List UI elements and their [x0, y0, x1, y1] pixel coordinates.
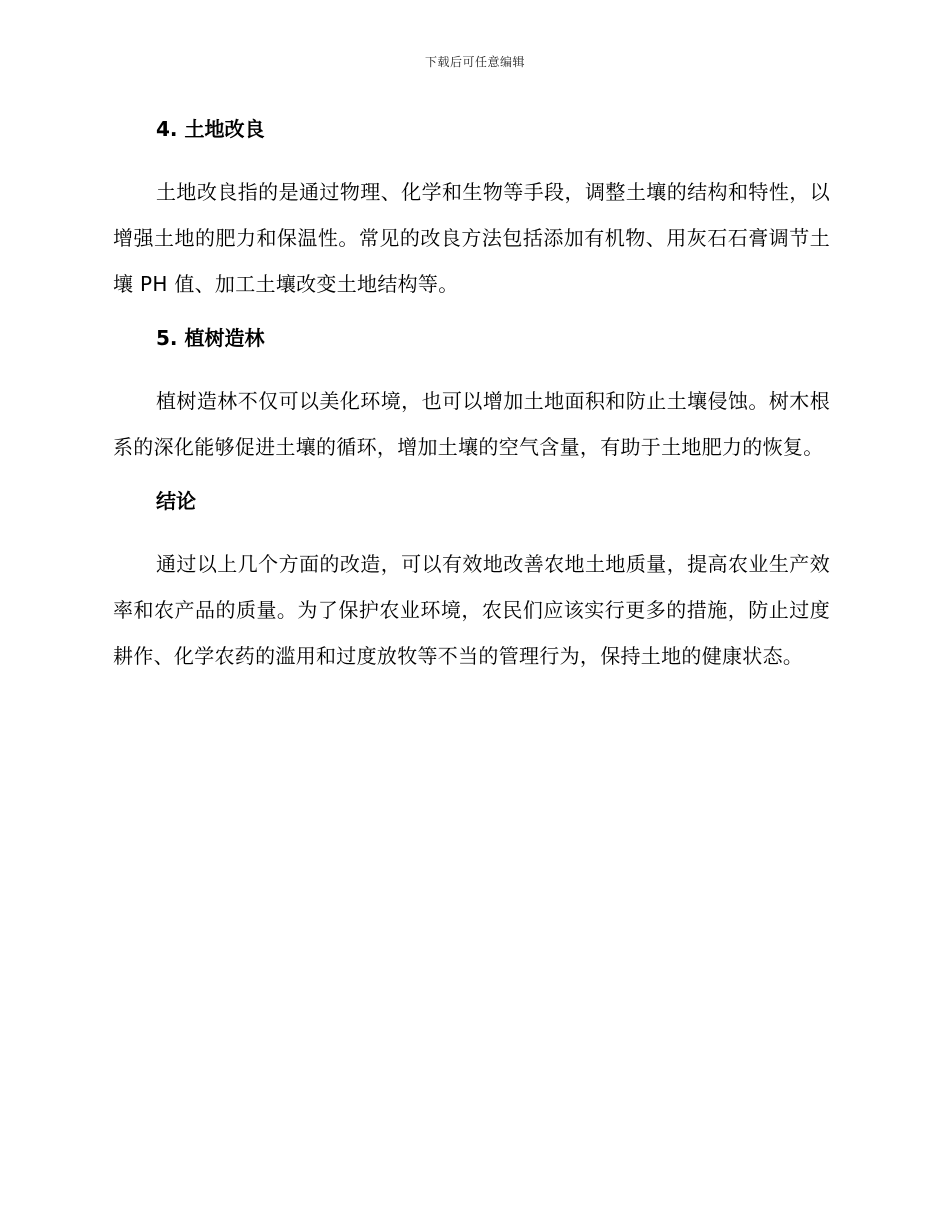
section-heading: 结论	[156, 489, 196, 513]
page-header-note: 下载后可任意编辑	[424, 55, 525, 69]
section-conclusion	[113, 484, 830, 679]
section-land-improvement	[113, 112, 830, 307]
section-paragraph: 土地改良指的是通过物理、化学和生物等手段，调整土壤的结构和特性，以增强土地的肥力和保温性。常见的改良方法包括添加有机物、用灰石石膏调节土壤 PH 值、加工土壤改变土地结构等。	[113, 180, 830, 296]
section-heading: 4. 土地改良	[156, 117, 265, 141]
section-afforestation	[113, 321, 830, 470]
section-paragraph: 植树造林不仅可以美化环境，也可以增加土地面积和防止土壤侵蚀。树木根系的深化能够促进土壤的循环，增加土壤的空气含量，有助于土地肥力的恢复。	[113, 389, 830, 459]
section-heading: 5. 植树造林	[156, 326, 265, 350]
document-body	[113, 112, 830, 679]
section-paragraph: 通过以上几个方面的改造，可以有效地改善农地土地质量，提高农业生产效率和农产品的质量。为了保护农业环境，农民们应该实行更多的措施，防止过度耕作、化学农药的滥用和过度放牧等不当的管理行为，保持土地的健康状态。	[113, 552, 830, 668]
